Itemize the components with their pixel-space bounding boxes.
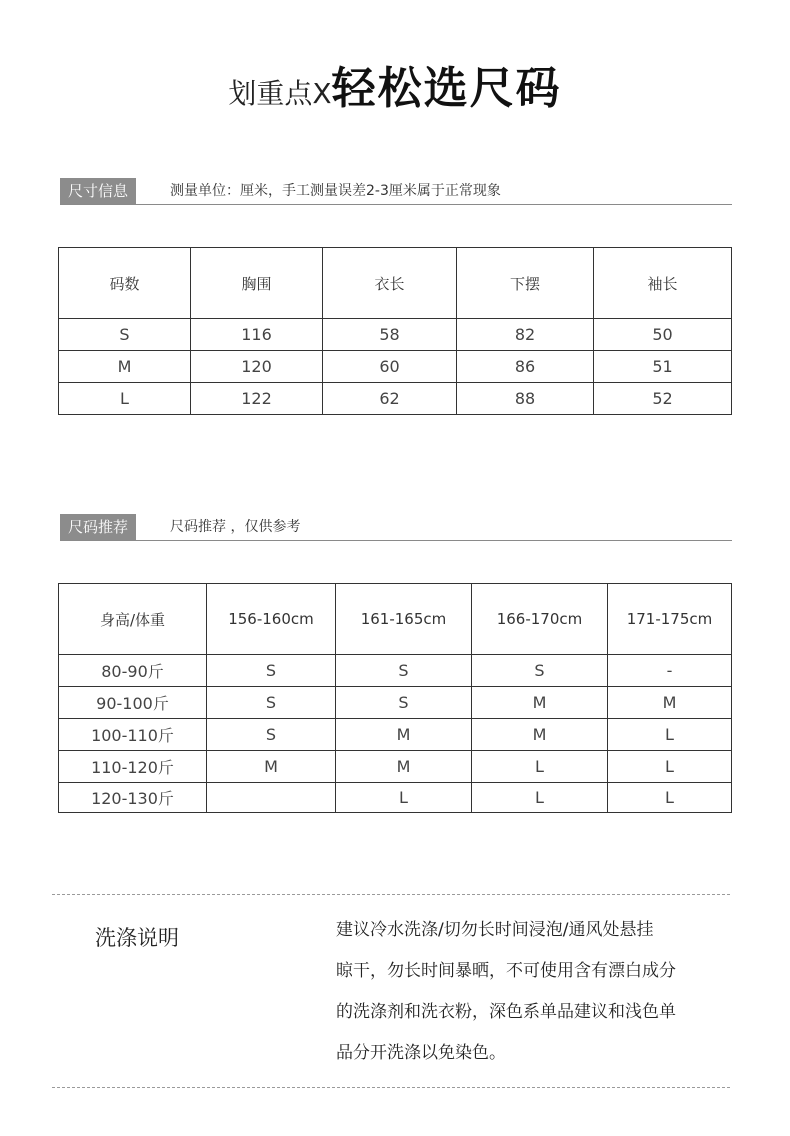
size-info-header-row [59,248,732,319]
table-cell: M [472,687,608,719]
recommend-desc: 尺码推荐 ，仅供参考 [170,519,301,535]
table-row [59,719,732,751]
table-cell: 100-110斤 [59,719,207,751]
washing-line: 的洗涤剂和洗衣粉，深色系单品建议和浅色单 [336,1002,676,1022]
recommend-col-161: 161-165cm [336,584,472,655]
table-cell: L [59,383,191,415]
size-col-chest: 胸围 [191,248,323,319]
table-cell: L [472,751,608,783]
table-cell: 80-90斤 [59,655,207,687]
table-cell: M [336,751,472,783]
table-cell: S [336,655,472,687]
table-cell: 60 [323,351,457,383]
size-col-hem: 下摆 [457,248,594,319]
table-cell: S [59,319,191,351]
table-cell: 82 [457,319,594,351]
table-cell: 88 [457,383,594,415]
washing-line: 建议冷水洗涤/切勿长时间浸泡/通风处悬挂 [336,920,654,940]
recommend-col-hw: 身高/体重 [59,584,207,655]
recommend-col-171: 171-175cm [608,584,732,655]
table-row [59,351,732,383]
table-cell: 52 [594,383,732,415]
table-cell: L [608,751,732,783]
table-cell: 120-130斤 [59,783,207,813]
table-cell: 116 [191,319,323,351]
table-cell: - [608,655,732,687]
washing-line: 品分开洗涤以免染色。 [336,1043,506,1063]
table-cell: 58 [323,319,457,351]
washing-title: 洗涤说明 [95,926,179,950]
table-cell: L [336,783,472,813]
table-cell [207,783,336,813]
table-cell: L [608,719,732,751]
table-cell: M [472,719,608,751]
washing-text [336,910,726,1074]
size-col-length: 衣长 [323,248,457,319]
table-cell: S [207,687,336,719]
table-row [59,687,732,719]
size-info-header [60,178,732,205]
table-cell: S [336,687,472,719]
recommend-table [58,583,732,813]
table-cell: 50 [594,319,732,351]
recommend-header-row [59,584,732,655]
table-cell: M [336,719,472,751]
title-bold: 轻松选尺码 [331,63,562,114]
table-cell: 120 [191,351,323,383]
table-row [59,383,732,415]
size-info-tag: 尺寸信息 [60,178,136,204]
table-cell: 90-100斤 [59,687,207,719]
divider-bottom [52,1087,730,1088]
page-title [0,52,790,116]
table-row [59,655,732,687]
table-cell: S [207,719,336,751]
table-cell: S [207,655,336,687]
table-cell: 122 [191,383,323,415]
recommend-col-166: 166-170cm [472,584,608,655]
divider-top [52,894,730,895]
table-cell: M [207,751,336,783]
table-cell: M [59,351,191,383]
table-cell: 110-120斤 [59,751,207,783]
size-info-desc: 测量单位：厘米，手工测量误差2-3厘米属于正常现象 [170,183,501,199]
size-col-sleeve: 袖长 [594,248,732,319]
table-row [59,751,732,783]
title-light: 划重点X [228,77,332,110]
table-row [59,319,732,351]
table-cell: M [608,687,732,719]
table-cell: L [608,783,732,813]
table-cell: L [472,783,608,813]
table-cell: 62 [323,383,457,415]
table-cell: 51 [594,351,732,383]
table-cell: 86 [457,351,594,383]
recommend-col-156: 156-160cm [207,584,336,655]
table-row [59,783,732,813]
washing-line: 晾干，勿长时间暴晒，不可使用含有漂白成分 [336,961,676,981]
size-info-table [58,247,732,415]
recommend-header [60,514,732,541]
table-cell: S [472,655,608,687]
recommend-tag: 尺码推荐 [60,514,136,540]
size-col-code: 码数 [59,248,191,319]
